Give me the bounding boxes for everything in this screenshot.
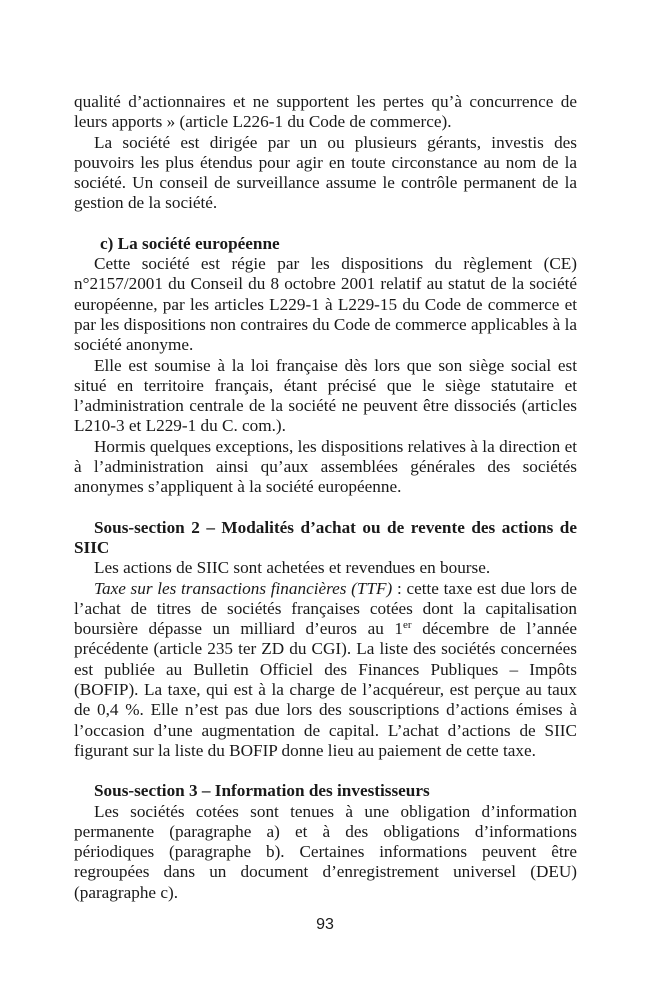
heading-societe-europeenne: c) La société européenne (100, 233, 280, 253)
ttf-text-b: décembre de l’année précédente (article 235 ter ZD du CGI). La liste des sociétés concernées est publiée au Bulletin Officiel des Finances Publiques – Impôts (BOFIP). La taxe, qui est à la charge de l’acquéreur, est perçue au taux de 0,4 %. Elle n’est pas due lors des souscriptions d’actions émises à l’occasion d’une augmentation de capital. L’achat d’actions de SIIC figurant sur la liste du BOFIP donne lieu au paiement de cette taxe. (74, 619, 577, 760)
heading-sous-section-3: Sous-section 3 – Information des investisseurs (94, 781, 430, 801)
ttf-term: Taxe sur les transactions financières (TTF) (94, 578, 393, 598)
paragraph-ttf (74, 579, 577, 762)
paragraph-se-regime: Cette société est régie par les dispositions du règlement (CE) n°2157/2001 du Conseil du 8 octobre 2001 relatif au statut de la société européenne, par les articles L229-1 à L229-15 du Code de commerce et par les dispositions non contraires du Code de commerce applicables à la société anonyme. (74, 254, 577, 355)
ttf-text-a: : cette taxe est due lors de l’achat de titres de sociétés françaises cotées dont la capitalisation boursière dépasse un milliard d’euros au 1 (74, 578, 577, 639)
ttf-superscript: er (403, 619, 412, 632)
paragraph-bourse: Les actions de SIIC sont achetées et revendues en bourse. (94, 558, 491, 578)
paragraph-information: Les sociétés cotées sont tenues à une obligation d’information permanente (paragraphe a) et à des obligations d’informations périodiques (paragraphe b). Certaines informations peuvent être regroupées dans un document d’enregistrement universel (DEU) (paragraphe c). (74, 801, 577, 902)
paragraph-se-dispositions: Hormis quelques exceptions, les dispositions relatives à la direction et à l’administration ainsi qu’aux assemblées générales des sociétés anonymes s’appliquent à la société européenne. (74, 436, 577, 497)
body-text (74, 92, 577, 903)
page-number: 93 (316, 916, 334, 933)
paragraph-gerants: La société est dirigée par un ou plusieurs gérants, investis des pouvoirs les plus étendus pour agir en toute circonstance au nom de la société. Un conseil de surveillance assume le contrôle permanent de la gestion de la société. (74, 132, 577, 213)
heading-sous-section-2: Sous-section 2 – Modalités d’achat ou de revente des actions de SIIC (74, 517, 577, 557)
paragraph-se-loi-francaise: Elle est soumise à la loi française dès lors que son siège social est situé en territoire français, étant précisé que le siège statutaire et l’administration centrale de la société ne peuvent être dissociés (articles L210-3 et L229-1 du C. com.). (74, 355, 577, 436)
paragraph-intro-continuation: qualité d’actionnaires et ne supportent les pertes qu’à concurrence de leurs apports » (article L226-1 du Code de commerce). (74, 92, 577, 132)
